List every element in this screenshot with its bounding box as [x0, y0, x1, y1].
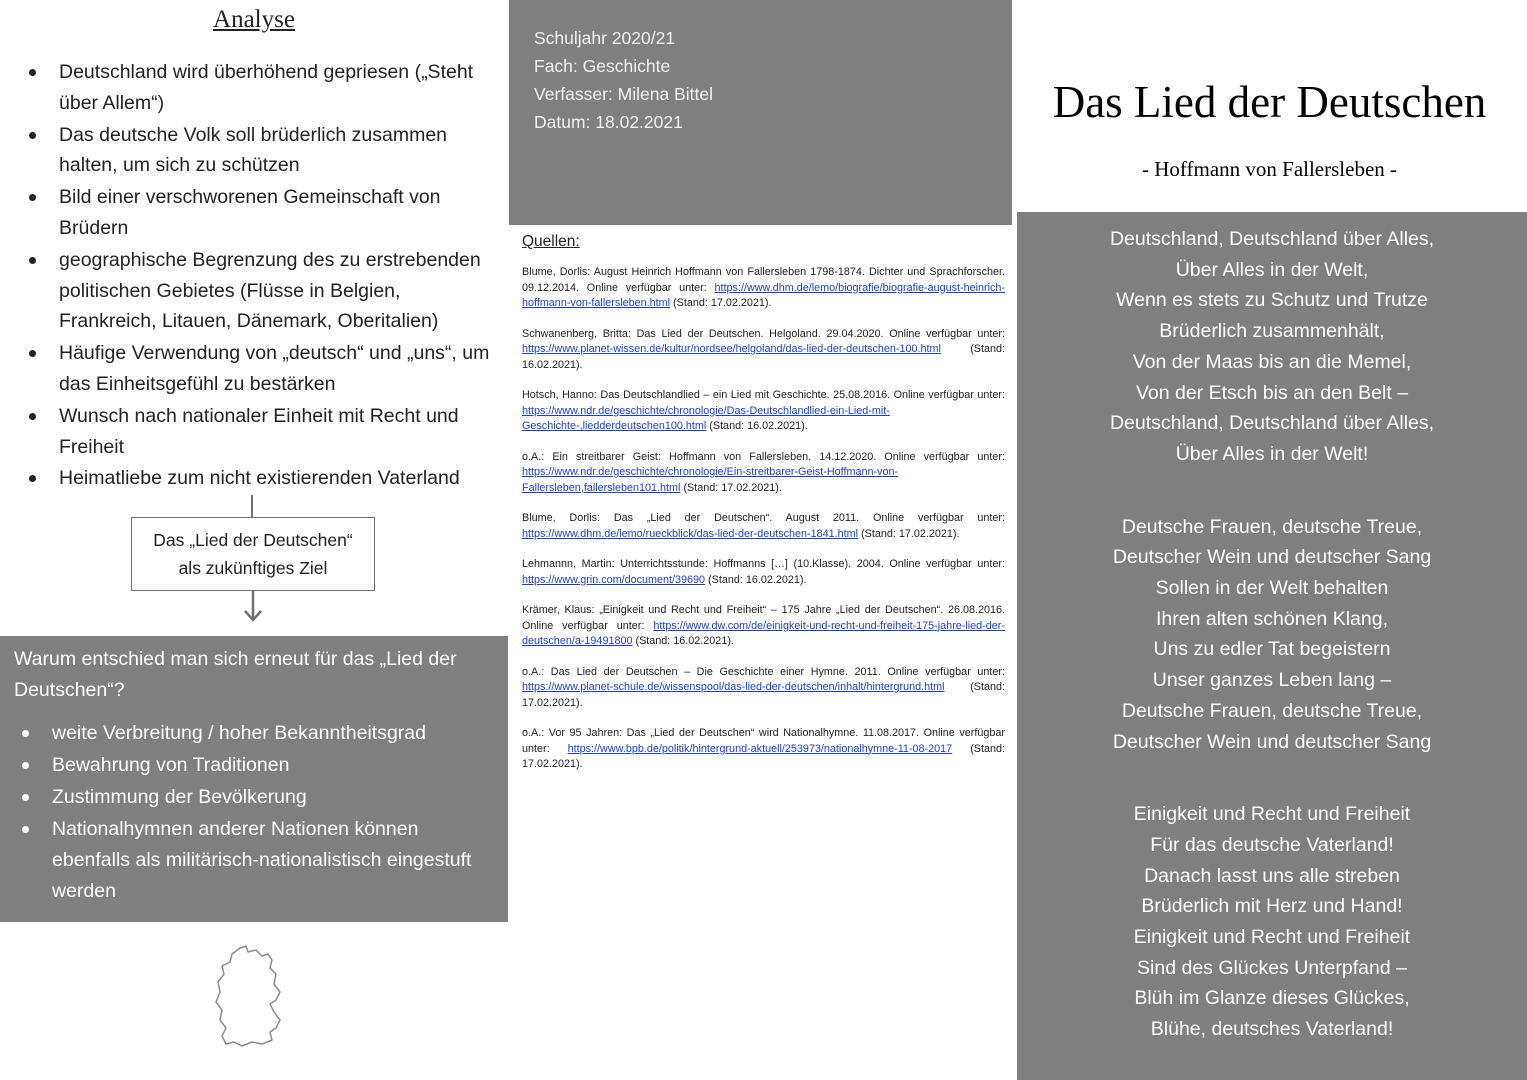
source-entry [522, 726, 1005, 773]
lyrics-line: Über Alles in der Welt! [1175, 442, 1369, 465]
lyrics-stanza [1017, 224, 1527, 470]
source-stand: (Stand: 17.02.2021). [673, 297, 772, 309]
lyrics-line: Danach lasst uns alle streben [1144, 864, 1400, 887]
lyrics-line: Deutschland, Deutschland über Alles, [1109, 412, 1435, 435]
lyrics-panel [1017, 212, 1527, 1080]
source-entry [522, 450, 1005, 497]
source-stand: (Stand: 17.02.2021). [522, 681, 1005, 709]
source-stand: (Stand: 16.02.2021). [708, 573, 807, 586]
source-stand: (Stand: 16.02.2021). [709, 420, 808, 432]
source-stand: (Stand: 17.02.2021). [683, 481, 782, 494]
author: Verfasser: Milena Bittel [534, 84, 713, 104]
sources-area [509, 225, 1017, 1080]
germany-map-icon [212, 944, 288, 1048]
source-text: o.A.: Vor 95 Jahren: Das „Lied der Deutschen“ wird Nationalhymne. 11.08.2017. Online verfügbar unter: [522, 727, 1005, 755]
source-text: o.A.: Das Lied der Deutschen – Die Geschichte einer Hymne. 2011. Online verfügbar unter: [522, 665, 1005, 678]
lyrics-line: Brüderlich zusammenhält, [1159, 320, 1385, 343]
lyrics-line: Deutschland, Deutschland über Alles, [1109, 228, 1435, 250]
why-reason: Nationalhymnen anderer Nationen können ebenfalls als militärisch-nationalistisch eingestuft werden [52, 814, 488, 907]
lyrics-stanza [1017, 512, 1527, 758]
source-entry [522, 327, 1005, 374]
lyrics-line: Über Alles in der Welt, [1175, 258, 1369, 281]
lyrics-line: Deutsche Frauen, deutsche Treue, [1121, 699, 1423, 722]
source-entry [522, 603, 1005, 650]
subject: Fach: Geschichte [534, 56, 671, 76]
main-title: Das Lied der Deutschen [1052, 77, 1487, 127]
source-text: Lehmannn, Martin: Unterrichtsstunde: Hoffmanns […] (10.Klasse). 2004. Online verfügbar unter: [522, 558, 1005, 570]
lyrics-line: Unser ganzes Leben lang – [1152, 669, 1392, 692]
why-reason: Zustimmung der Bevölkerung [52, 782, 488, 813]
analyse-point: Wunsch nach nationaler Einheit mit Recht und Freiheit [59, 401, 508, 463]
lyrics-line: Ihren alten schönen Klang, [1155, 607, 1388, 630]
connector-line [251, 495, 253, 517]
source-entry [522, 511, 1005, 542]
lyrics-line: Sind des Glückes Unterpfand – [1137, 956, 1407, 979]
analyse-title: Analyse [213, 6, 295, 33]
source-stand: (Stand: 17.02.2021). [861, 527, 960, 540]
sources-title: Quellen: [522, 233, 580, 250]
source-text: o.A.: Ein streitbarer Geist: Hoffmann von Fallersleben. 14.12.2020. Online verfügbar unter: [522, 450, 1005, 463]
lyrics-line: Sollen in der Welt behalten [1155, 577, 1389, 600]
why-reason: Bewahrung von Traditionen [52, 750, 488, 781]
lyrics-line: Einigkeit und Recht und Freiheit [1133, 926, 1411, 949]
source-stand: (Stand: 16.02.2021). [635, 635, 734, 647]
analyse-point: geographische Begrenzung des zu erstrebenden politischen Gebietes (Flüsse in Belgien, Frankreich, Litauen, Dänemark, Oberitalien) [59, 245, 508, 337]
author-subtitle: - Hoffmann von Fallersleben - [1141, 157, 1398, 181]
date: Datum: 18.02.2021 [534, 112, 683, 132]
why-question: Warum entschied man sich erneut für das „Lied der Deutschen“? [14, 648, 457, 701]
lyrics-line: Von der Maas bis an die Memel, [1132, 350, 1412, 373]
source-entry [522, 265, 1005, 312]
lyrics-line: Brüderlich mit Herz und Hand! [1141, 895, 1403, 918]
lyrics-line: Deutscher Wein und deutscher Sang [1112, 546, 1432, 569]
why-panel [0, 636, 508, 922]
lyrics-line: Einigkeit und Recht und Freiheit [1133, 803, 1411, 826]
source-text: Blume, Dorlis: August Heinrich Hoffmann von Fallersleben 1798-1874. Dichter und Sprachforscher. 09.12.2014. Online verfügbar unter: [522, 266, 1005, 294]
source-link[interactable]: https://www.ndr.de/geschichte/chronologie/Das-Deutschlandlied-ein-Lied-mit-Geschichte-,liedderdeutschen100.html [522, 404, 890, 432]
lyrics-line: Von der Etsch bis an den Belt – [1135, 381, 1409, 404]
source-entry [522, 557, 1005, 588]
analyse-point: Das deutsche Volk soll brüderlich zusammen halten, um sich zu schützen [59, 120, 508, 182]
lyrics-line: Blüh im Glanze dieses Glückes, [1134, 987, 1410, 1010]
analyse-point: Bild einer verschworenen Gemeinschaft von Brüdern [59, 182, 508, 244]
arrow-down-icon [242, 591, 264, 623]
source-text: Schwanenberg, Britta: Das Lied der Deutschen. Helgoland. 29.04.2020. Online verfügbar unter: [522, 327, 1005, 340]
source-link[interactable]: https://www.grin.com/document/39690 [522, 573, 706, 586]
source-link[interactable]: https://www.dhm.de/lemo/biografie/biografie-august-heinrich-hoffmann-von-fallersleben.html [522, 281, 1005, 309]
why-list [14, 718, 488, 907]
source-link[interactable]: https://www.bpb.de/politik/hintergrund-aktuell/253973/nationalhymne-11-08-2017 [567, 742, 953, 755]
source-stand: (Stand: 17.02.2021). [522, 742, 1005, 770]
source-entry [522, 665, 1005, 712]
lyrics-stanza [1017, 799, 1527, 1045]
source-link[interactable]: https://www.dhm.de/lemo/rueckblick/das-lied-der-deutschen-1841.html [522, 527, 859, 540]
source-stand: (Stand: 16.02.2021). [522, 343, 1005, 371]
lyrics-line: Deutscher Wein und deutscher Sang [1112, 730, 1432, 753]
goal-box: Das „Lied der Deutschen“ als zukünftiges Ziel [131, 517, 375, 591]
source-text: Krämer, Klaus: „Einigkeit und Recht und Freiheit“ – 175 Jahre „Lied der Deutschen“. 26.08.2016. Online verfügbar unter: [522, 604, 1005, 632]
lyrics-line: Wenn es stets zu Schutz und Trutze [1116, 289, 1428, 312]
sources-list [522, 265, 1005, 773]
lyrics-line: Blühe, deutsches Vaterland! [1150, 1018, 1394, 1041]
lyrics-line: Deutsche Frauen, deutsche Treue, [1121, 515, 1423, 538]
lyrics-line: Uns zu edler Tat begeistern [1153, 638, 1391, 661]
lyrics-line: Für das deutsche Vaterland! [1150, 833, 1394, 856]
source-link[interactable]: https://www.planet-schule.de/wissenspool/das-lied-der-deutschen/inhalt/hintergrund.html [522, 681, 945, 693]
why-reason: weite Verbreitung / hoher Bekanntheitsgrad [52, 718, 488, 749]
meta-panel [509, 0, 1012, 225]
analyse-point: Deutschland wird überhöhend gepriesen („Steht über Allem“) [59, 57, 508, 119]
source-link[interactable]: https://www.ndr.de/geschichte/chronologie/Ein-streitbarer-Geist-Hoffmann-von-Fallersleben,fallersleben101.html [522, 466, 899, 494]
analyse-list [0, 57, 508, 495]
source-link[interactable]: https://www.planet-wissen.de/kultur/nordsee/helgoland/das-lied-der-deutschen-100.html [522, 343, 941, 355]
source-link[interactable]: https://www.dw.com/de/einigkeit-und-recht-und-freiheit-175-jahre-lied-der-deutschen/a-19491800 [522, 619, 1005, 647]
source-text: Blume, Dorlis: Das „Lied der Deutschen“. August 2011. Online verfügbar unter: [522, 512, 1005, 524]
school-year: Schuljahr 2020/21 [534, 28, 676, 48]
analyse-point: Heimatliebe zum nicht existierenden Vaterland [59, 463, 508, 494]
analyse-point: Häufige Verwendung von „deutsch“ und „uns“, um das Einheitsgefühl zu bestärken [59, 338, 508, 400]
source-entry [522, 388, 1005, 435]
source-text: Hotsch, Hanno: Das Deutschlandlied – ein Lied mit Geschichte. 25.08.2016. Online verfügbar unter: [522, 389, 1005, 401]
